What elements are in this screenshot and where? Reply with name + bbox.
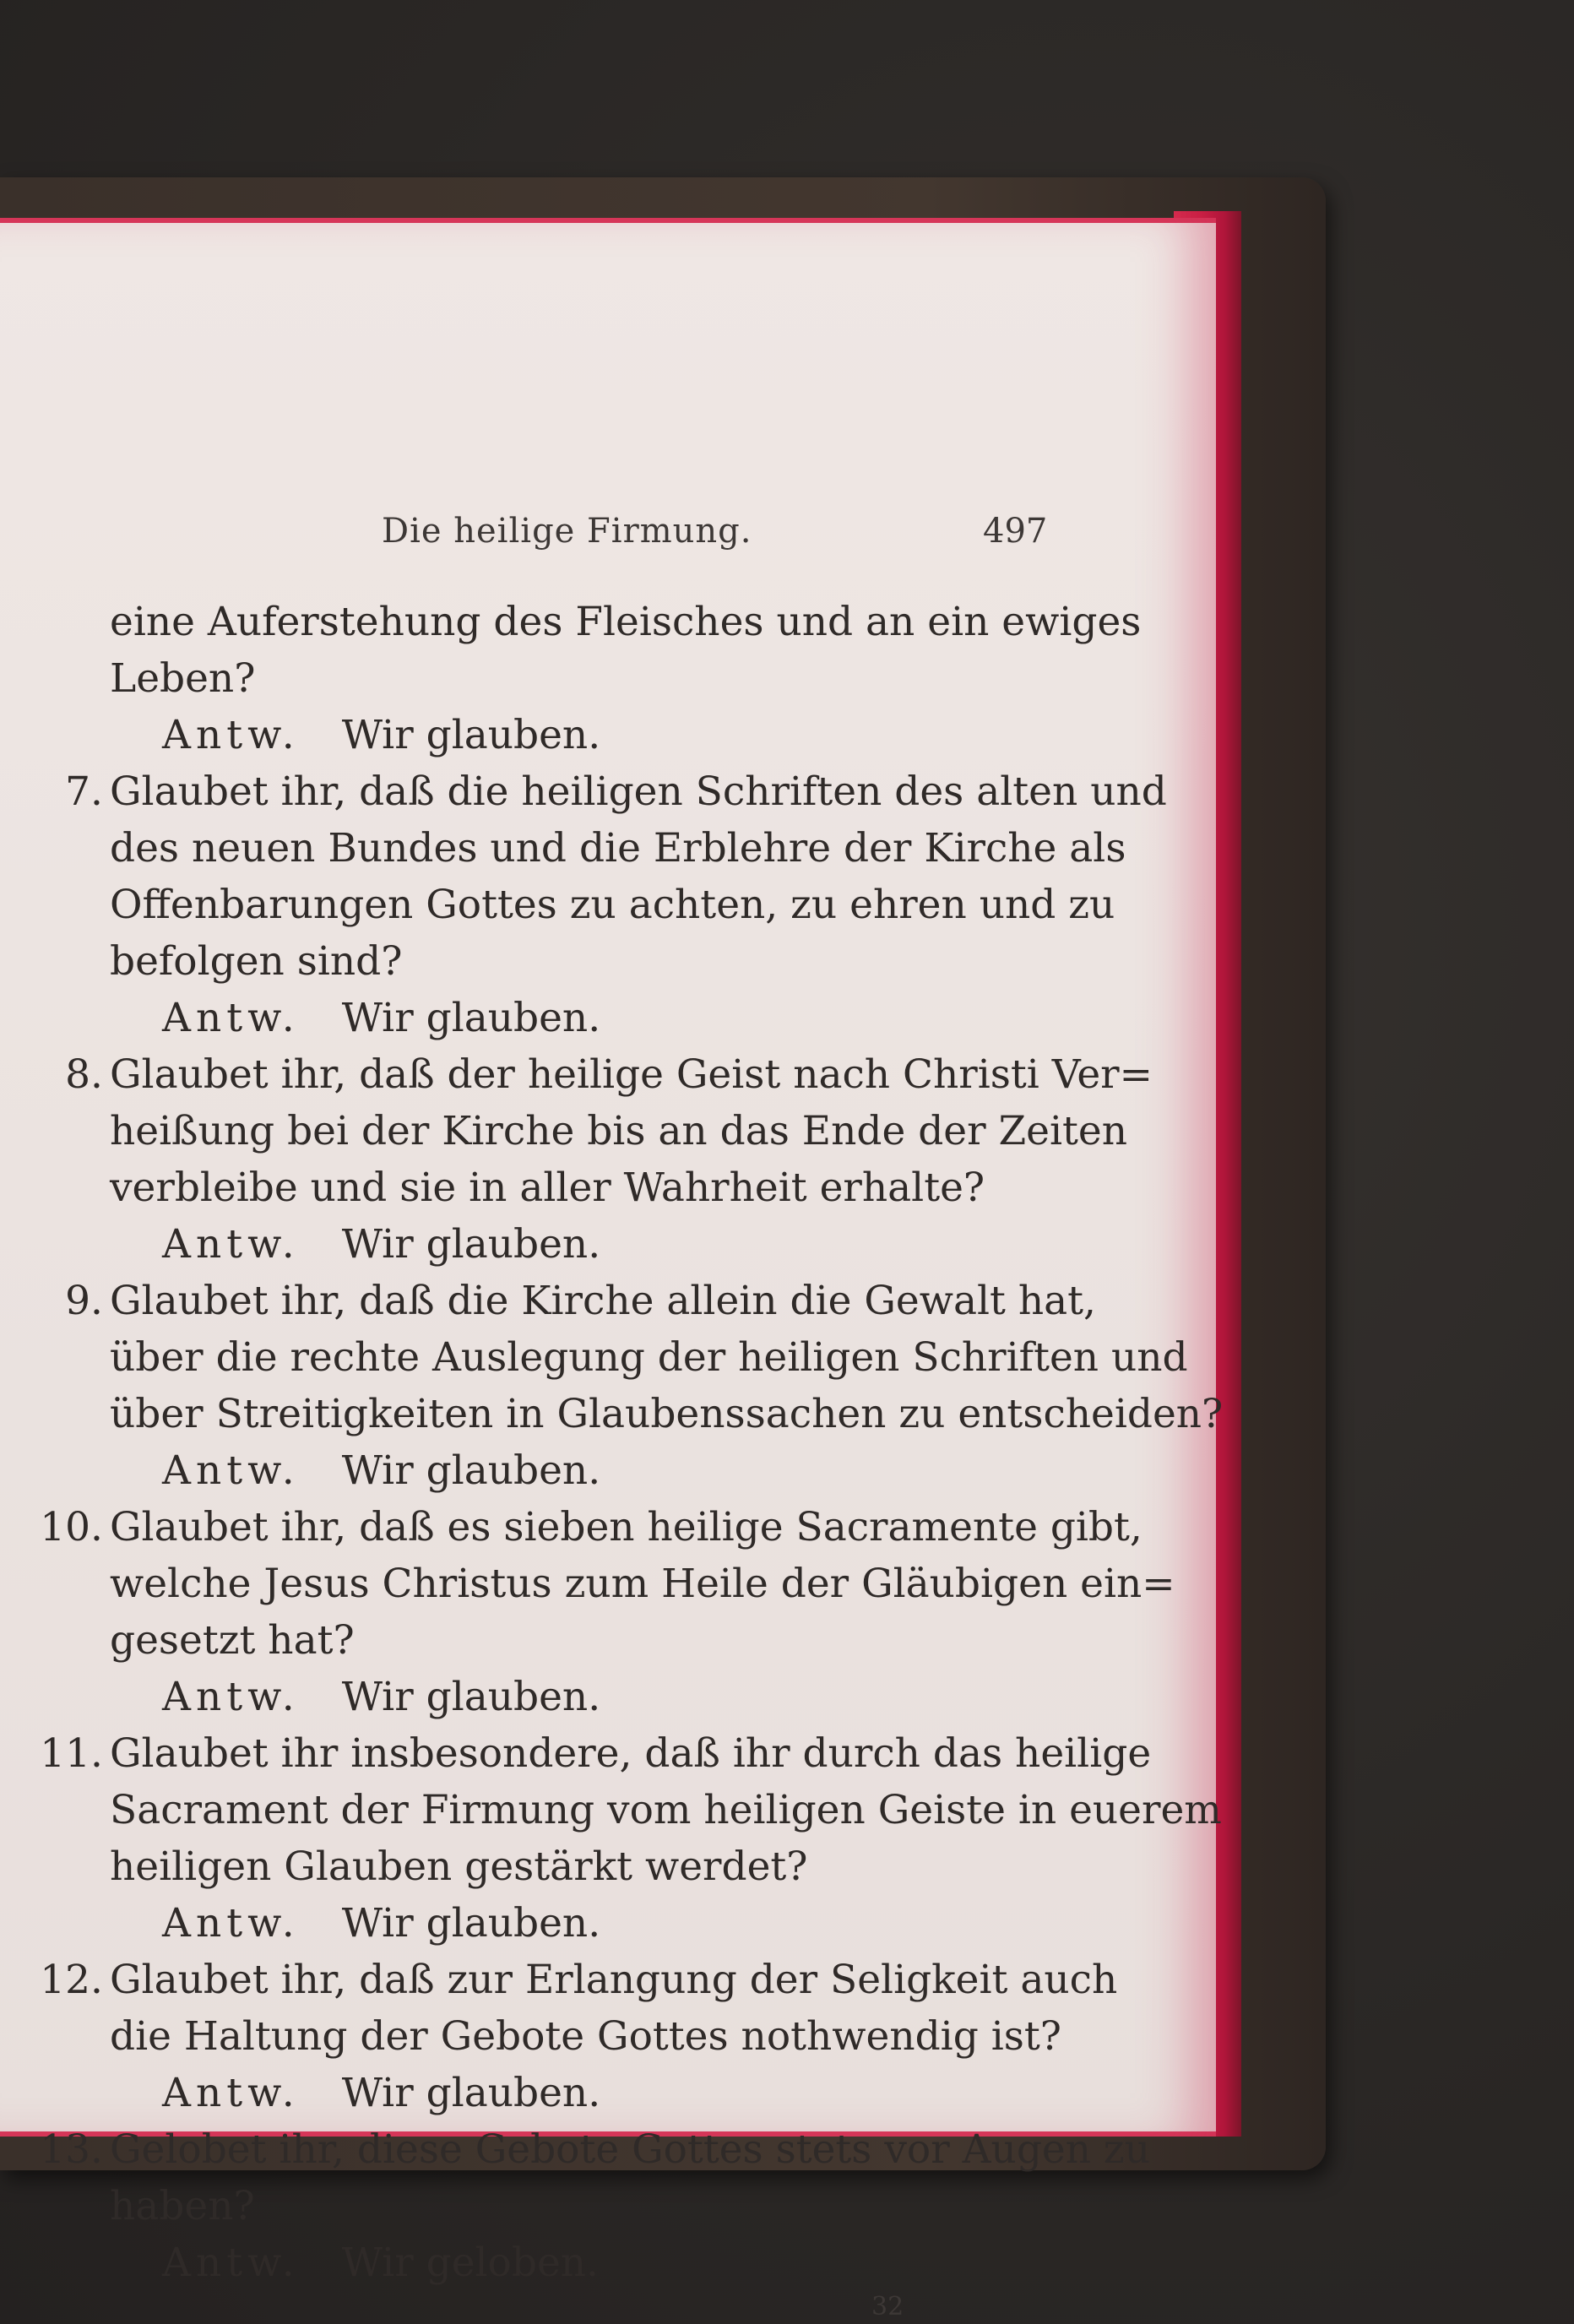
intro-paragraph [110,594,1142,763]
answer-label: Antw. [162,1447,300,1494]
text-block [40,594,1224,2291]
text-line: Glaubet ihr, daß die heiligen Schriften des alten und [110,768,1167,815]
answer-text: Wir glauben. [341,1447,601,1494]
text-line: heißung bei der Kirche bis an das Ende der Zeiten [110,1108,1127,1154]
text-line: Glaubet ihr, daß die Kirche allein die Gewalt hat, [110,1278,1096,1324]
question-item-9 [65,1273,1224,1499]
text-line: Offenbarungen Gottes zu achten, zu ehren und zu [110,882,1115,928]
text-line: die Haltung der Gebote Gottes nothwendig ist? [110,2013,1061,2060]
text-line: Glaubet ihr insbesondere, daß ihr durch das heilige [110,1730,1152,1777]
text-line: des neuen Bundes und die Erblehre der Kirche als [110,825,1126,872]
question-item-8 [65,1046,1153,1273]
answer-line [110,2234,1047,2291]
answer-label: Antw. [162,1900,300,1947]
question-item-11 [40,1725,1222,1952]
answer-label: Antw. [162,1221,300,1268]
answer-line [110,2065,1047,2121]
book-page [0,218,1224,2321]
text-line: eine Auferstehung des Fleisches und an ein ewiges [110,599,1142,645]
text-line: Leben? [110,655,256,702]
answer-line [110,1442,1047,1499]
item-number: 11. [40,1730,103,1777]
page-number: 497 [983,512,1048,551]
item-number: 7. [65,768,103,815]
answer-line [110,707,1047,763]
text-line: haben? [110,2183,255,2229]
text-line: Gelobet ihr, diese Gebote Gottes stets vor Augen zu [110,2126,1150,2173]
item-number: 12. [40,1957,103,2003]
text-line: über die rechte Auslegung der heiligen Schriften und [110,1334,1188,1381]
text-line: gesetzt hat? [110,1617,355,1664]
text-line: Sacrament der Firmung vom heiligen Geiste in euerem [110,1787,1222,1833]
text-line: welche Jesus Christus zum Heile der Gläubigen ein= [110,1561,1175,1607]
answer-text: Wir glauben. [341,995,601,1041]
answer-label: Antw. [162,1674,300,1720]
answer-label: Antw. [162,712,300,758]
text-line: Glaubet ihr, daß der heilige Geist nach Christi Ver= [110,1051,1153,1098]
text-line: Glaubet ihr, daß es sieben heilige Sacramente gibt, [110,1504,1143,1550]
text-line: über Streitigkeiten in Glaubenssachen zu entscheiden? [110,1391,1224,1437]
answer-text: Wir glauben. [341,1900,601,1947]
answer-text: Wir glauben. [341,712,601,758]
answer-text: Wir glauben. [341,1674,601,1720]
item-number: 9. [65,1278,103,1324]
running-head: Die heilige Firmung. [382,512,752,551]
answer-label: Antw. [162,995,300,1041]
question-item-13 [40,2121,1150,2291]
text-line: Glaubet ihr, daß zur Erlangung der Seligkeit auch [110,1957,1118,2003]
question-item-12 [40,1952,1118,2121]
question-item-10 [40,1499,1175,1725]
question-item-7 [65,763,1167,1046]
item-number: 8. [65,1051,103,1098]
text-line: heiligen Glauben gestärkt werdet? [110,1843,808,1890]
item-number: 13. [40,2126,103,2173]
answer-line [110,1895,1047,1952]
signature-mark: 32 [871,2292,904,2321]
item-number: 10. [40,1504,103,1550]
answer-text: Wir glauben. [341,1221,601,1268]
answer-line [110,990,1047,1046]
text-line: befolgen sind? [110,938,403,985]
answer-text: Wir geloben. [341,2240,599,2286]
answer-line [110,1669,1047,1725]
answer-line [110,1216,1047,1273]
answer-text: Wir glauben. [341,2070,601,2116]
answer-label: Antw. [162,2070,300,2116]
text-line: verbleibe und sie in aller Wahrheit erhalte? [110,1165,985,1211]
answer-label: Antw. [162,2240,300,2286]
